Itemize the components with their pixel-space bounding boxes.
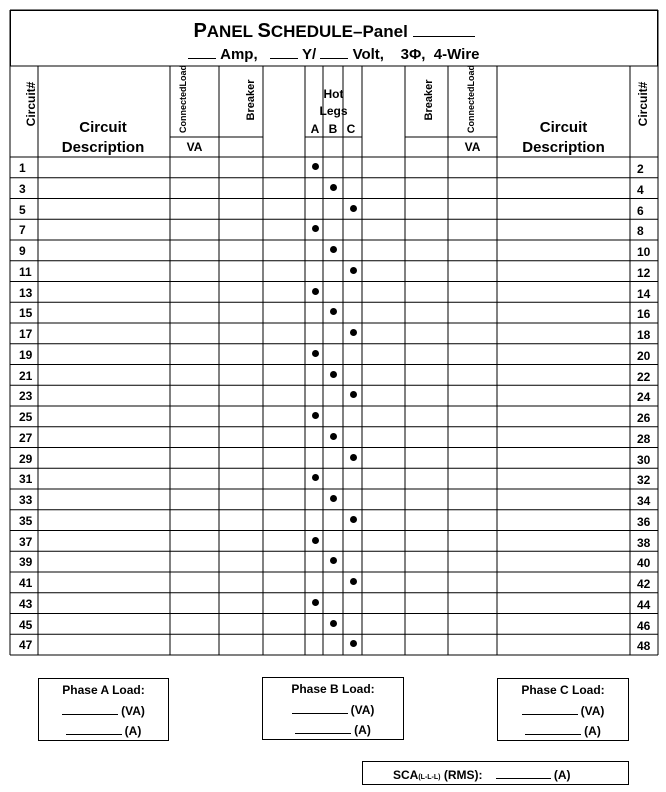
header-va-left: VA [186,140,203,154]
header-breaker-right: Breaker [423,79,435,121]
circuit-number-left: 27 [19,430,33,445]
circuit-number-left: 9 [19,244,26,258]
circuit-number-left: 17 [19,327,33,341]
circuit-number-right: 20 [637,348,651,363]
hot-leg-dot-c [350,516,357,523]
circuit-number-left: 25 [19,410,33,424]
hot-leg-dot-c [350,329,357,336]
hot-leg-dot-c [350,640,357,647]
circuit-number-left: 35 [19,513,33,528]
circuit-number-right: 10 [637,245,651,259]
header-leg-b: B [328,122,338,136]
circuit-number-right: 4 [637,182,644,197]
hot-leg-dot-c [350,578,357,585]
circuit-number-left: 5 [19,202,26,217]
circuit-number-left: 3 [19,181,26,196]
circuit-number-right: 12 [637,265,651,280]
hot-leg-dot-b [330,184,337,191]
circuit-number-right: 36 [637,514,651,529]
circuit-number-right: 32 [637,473,651,488]
hot-leg-dot-a [312,474,319,481]
hot-leg-dot-a [312,288,319,295]
circuit-number-right: 48 [637,639,651,654]
circuit-number-left: 1 [19,161,26,175]
circuit-number-left: 33 [19,493,33,507]
hot-leg-dot-c [350,267,357,274]
circuit-number-right: 46 [637,618,651,633]
hot-leg-dot-b [330,557,337,564]
circuit-number-right: 26 [637,411,651,425]
header-va-right: VA [464,140,481,154]
circuit-number-left: 23 [19,389,33,404]
circuit-number-right: 28 [637,431,651,446]
phase-c-va-blank[interactable] [522,703,578,715]
circuit-number-right: 8 [637,224,644,239]
circuit-number-left: 31 [19,472,33,487]
hot-leg-dot-b [330,620,337,627]
hot-leg-dot-a [312,599,319,606]
header-leg-a: A [310,122,320,136]
phase-b-va-blank[interactable] [292,702,348,714]
circuit-number-left: 39 [19,555,33,570]
header-leg-c: C [346,122,356,136]
circuit-number-right: 34 [637,494,651,508]
hot-leg-dot-a [312,225,319,232]
hot-leg-dot-c [350,454,357,461]
circuit-number-left: 13 [19,285,33,300]
circuit-number-right: 42 [637,577,651,591]
hot-leg-dot-b [330,433,337,440]
circuit-number-right: 38 [637,535,651,550]
hot-leg-dot-a [312,412,319,419]
hot-leg-dot-b [330,246,337,253]
phase-a-load-box: Phase A Load: (VA) (A) [38,678,169,741]
circuit-number-left: 21 [19,368,33,383]
circuit-number-right: 24 [637,390,651,405]
circuit-number-left: 41 [19,576,33,590]
header-connected-load-right: ConnectedLoad [466,65,476,134]
hot-leg-dot-a [312,163,319,170]
header-breaker-left: Breaker [245,79,257,121]
circuit-number-right: 16 [637,307,651,322]
header-circuit-num-left: Circuit# [24,81,38,127]
circuit-number-left: 11 [19,264,32,279]
header-connected-load-left: ConnectedLoad [178,65,188,134]
circuit-number-left: 47 [19,638,33,653]
circuit-number-left: 19 [19,347,33,362]
panel-ratings-line: Amp, Y/ Volt, 3Φ, 4-Wire [11,44,657,63]
header-hot-legs: Hot Legs [319,87,348,118]
phase-c-load-box: Phase C Load: (VA) (A) [497,678,629,741]
hot-leg-dot-b [330,371,337,378]
phase-b-amps-blank[interactable] [295,722,351,734]
header-circuit-description-right: Circuit Description [522,119,605,156]
circuit-number-right: 2 [637,162,644,176]
sca-blank[interactable] [496,767,551,779]
hot-leg-dot-b [330,308,337,315]
hot-leg-dot-c [350,391,357,398]
circuit-number-right: 30 [637,452,651,467]
circuit-number-left: 15 [19,306,33,321]
circuit-number-left: 29 [19,451,33,466]
hot-leg-dot-a [312,537,319,544]
header-circuit-num-right: Circuit# [636,81,650,127]
phase-b-load-box: Phase B Load: (VA) (A) [262,677,404,740]
phase-c-amps-blank[interactable] [525,723,581,735]
circuit-number-right: 14 [637,286,651,301]
circuit-number-right: 6 [637,203,644,218]
circuit-number-left: 37 [19,534,33,549]
phase-a-va-blank[interactable] [62,703,118,715]
circuit-number-right: 40 [637,556,651,571]
hot-leg-dot-a [312,350,319,357]
page-title: PANEL SCHEDULE–Panel [11,20,657,43]
circuit-number-left: 45 [19,617,33,632]
circuit-number-right: 22 [637,369,651,384]
circuit-number-left: 43 [19,596,33,611]
circuit-number-right: 44 [637,597,651,612]
sca-box: SCA(L-L-L) (RMS): (A) [362,761,629,785]
hot-leg-dot-c [350,205,357,212]
header-circuit-description-left: Circuit Description [61,119,145,156]
circuit-number-right: 18 [637,328,651,342]
phase-a-amps-blank[interactable] [66,723,122,735]
circuit-number-left: 7 [19,223,26,238]
hot-leg-dot-b [330,495,337,502]
